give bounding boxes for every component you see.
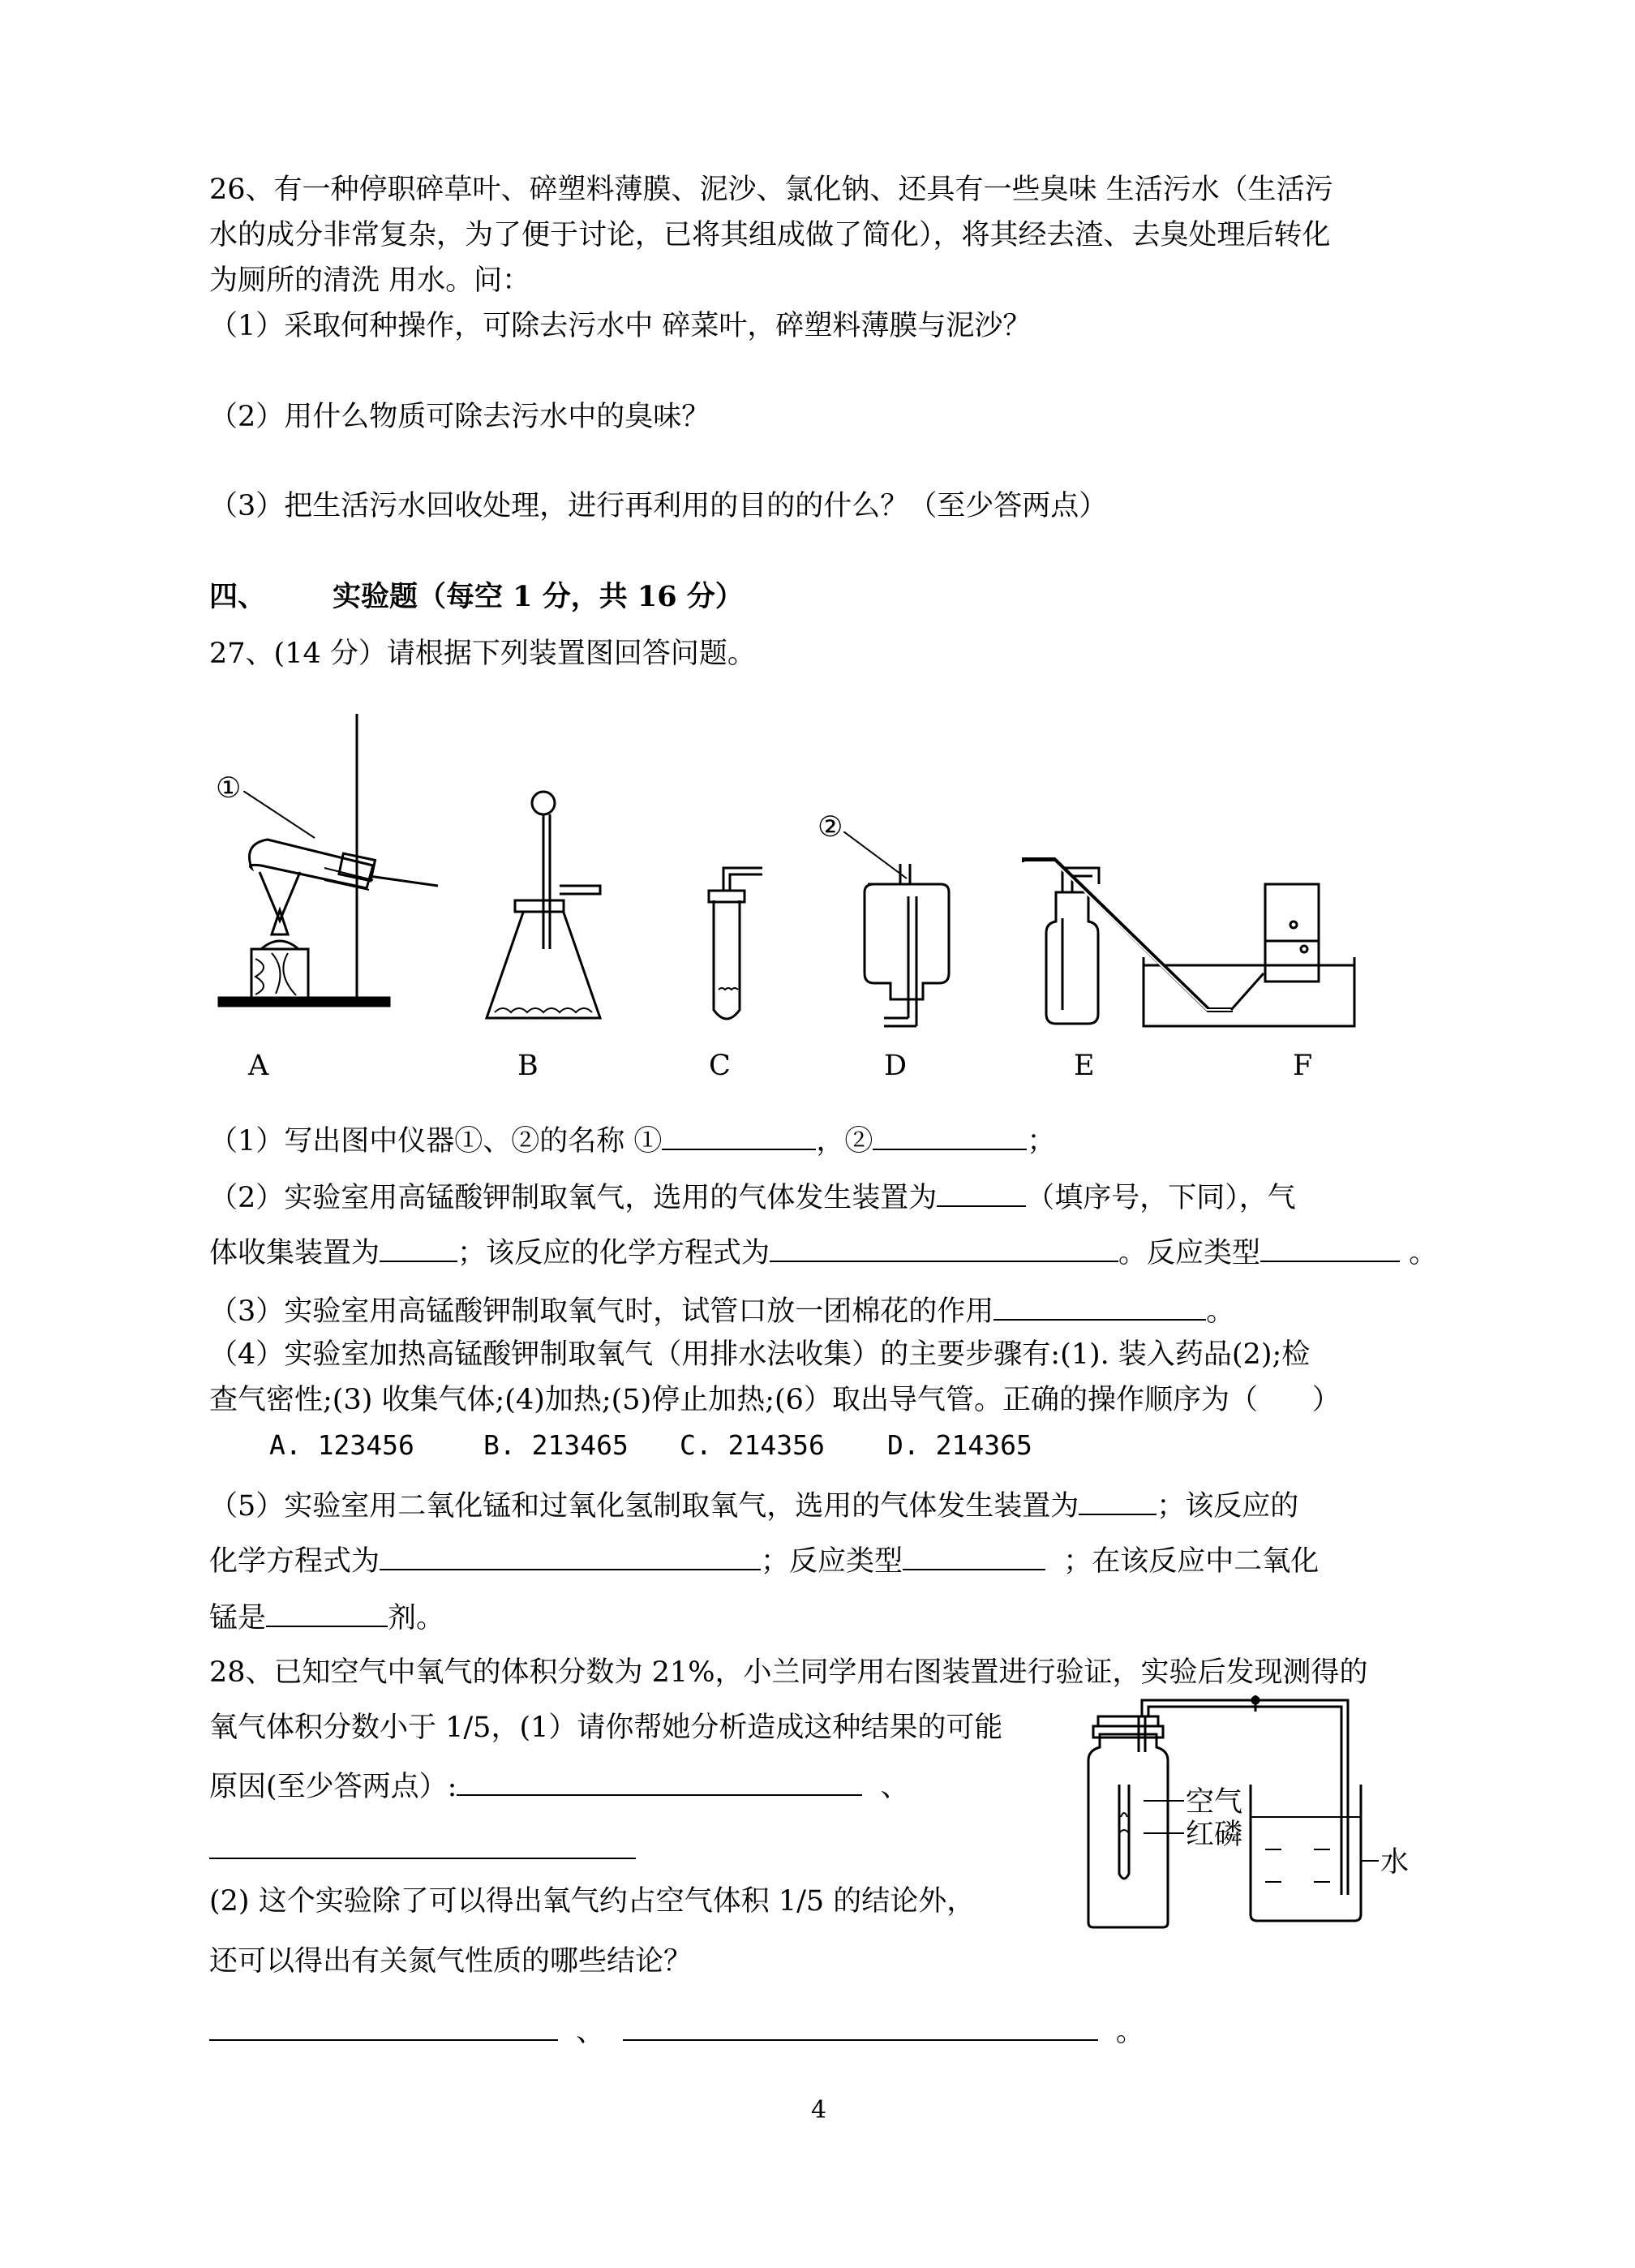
q27-sub-1: （1）写出图中仪器①、②的名称 ① ，② ； (209, 1119, 1055, 1159)
fig-label-red-phosphorus: 红磷 (1186, 1819, 1243, 1851)
instrument-marker-1: ① (216, 772, 242, 805)
option-d[interactable]: D. 214365 (887, 1429, 1032, 1461)
option-c[interactable]: C. 214356 (680, 1429, 825, 1461)
section-number: 四、 (209, 580, 267, 613)
apparatus-figure (203, 706, 1435, 1063)
option-b[interactable]: B. 213465 (483, 1429, 629, 1461)
q28-line-3: 原因(至少答两点）: 、 (209, 1765, 909, 1805)
answer-blank-11[interactable] (266, 1596, 388, 1627)
answer-blank-10[interactable] (903, 1540, 1045, 1570)
apparatus-label-b: B (517, 1050, 539, 1082)
answer-blank-13[interactable] (209, 1858, 636, 1859)
answer-blank-6[interactable] (1260, 1231, 1400, 1262)
apparatus-label-a: A (248, 1050, 269, 1082)
apparatus-label-c: C (709, 1050, 731, 1082)
q26-line-1: 26、有一种停职碎草叶、碎塑料薄膜、泥沙、氯化钠、还具有一些臭味 生活污水（生活污 (209, 174, 1333, 206)
fig-label-water: 水 (1380, 1846, 1410, 1879)
answer-blank-8[interactable] (1079, 1484, 1157, 1515)
q27-sub-4-line-1: （4）实验室加热高锰酸钾制取氧气（用排水法收集）的主要步骤有:(1). 装入药品(2);检 (209, 1338, 1311, 1371)
q26-line-3: 为厕所的清洗 用水。问： (209, 264, 531, 297)
q28-line-1: 28、已知空气中氧气的体积分数为 21%，小兰同学用右图装置进行验证，实验后发现测得的 (209, 1656, 1368, 1689)
q26-sub-3: （3）把生活污水回收处理，进行再利用的目的的什么？（至少答两点） (209, 490, 1108, 522)
answer-blank-3[interactable] (937, 1176, 1026, 1207)
q28-answer-line: 、 。 (209, 2010, 1144, 2050)
marker-2-leader (843, 831, 908, 880)
answer-blank-1[interactable] (662, 1119, 816, 1150)
q26-sub-2: （2）用什么物质可除去污水中的臭味？ (209, 401, 710, 433)
apparatus-label-d: D (884, 1050, 908, 1082)
air-oxygen-apparatus-figure (1071, 1695, 1427, 1939)
section-title: 实验题（每空 1 分，共 16 分） (333, 580, 744, 613)
answer-blank-9[interactable] (380, 1540, 761, 1570)
q27-sub-5-line-3: 锰是 剂。 (209, 1596, 444, 1636)
q27-sub-4-line-2: 查气密性;(3) 收集气体;(4)加热;(5)停止加热;(6）取出导气管。正确的操作顺序为（ ） (209, 1384, 1341, 1416)
fig-label-air: 空气 (1186, 1786, 1243, 1819)
answer-blank-4[interactable] (380, 1231, 457, 1262)
q27-sub-5-line-2: 化学方程式为 ；反应类型 ；在该反应中二氧化 (209, 1540, 1319, 1579)
answer-blank-12[interactable] (457, 1765, 862, 1796)
answer-blank-15[interactable] (623, 2010, 1098, 2041)
q26-sub-1: （1）采取何种操作，可除去污水中 碎菜叶，碎塑料薄膜与泥沙？ (209, 310, 1032, 342)
option-a[interactable]: A. 123456 (269, 1429, 414, 1461)
answer-blank-2[interactable] (873, 1119, 1027, 1150)
q28-line-6: 还可以得出有关氮气性质的哪些结论？ (209, 1945, 693, 1978)
q27-intro: 27、(14 分）请根据下列装置图回答问题。 (209, 638, 756, 670)
apparatus-label-e: E (1074, 1050, 1095, 1082)
page-number: 4 (811, 2096, 827, 2124)
apparatus-label-f: F (1293, 1050, 1313, 1082)
q26-line-2: 水的成分非常复杂，为了便于讨论，已将其组成做了简化），将其经去渣、去臭处理后转化 (209, 219, 1331, 251)
answer-blank-14[interactable] (209, 2010, 558, 2041)
q27-sub-3: （3）实验室用高锰酸钾制取氧气时，试管口放一团棉花的作用 。 (209, 1290, 1234, 1329)
q27-sub-5-line-1: （5）实验室用二氧化锰和过氧化氢制取氧气，选用的气体发生装置为 ；该反应的 (209, 1484, 1298, 1524)
q28-line-2: 氧气体积分数小于 1/5，(1）请你帮她分析造成这种结果的可能 (209, 1712, 1003, 1744)
q28-line-5: (2) 这个实验除了可以得出氧气约占空气体积 1/5 的结论外， (209, 1885, 976, 1918)
answer-blank-7[interactable] (993, 1290, 1206, 1321)
q27-sub-2-line-1: （2）实验室用高锰酸钾制取氧气，选用的气体发生装置为 （填序号，下同），气 (209, 1176, 1296, 1216)
answer-blank-5[interactable] (770, 1231, 1118, 1262)
instrument-marker-2: ② (818, 811, 843, 844)
marker-1-leader (243, 791, 316, 840)
q27-sub-2-line-2: 体收集装置为 ；该反应的化学方程式为 。反应类型 。 (209, 1231, 1437, 1271)
